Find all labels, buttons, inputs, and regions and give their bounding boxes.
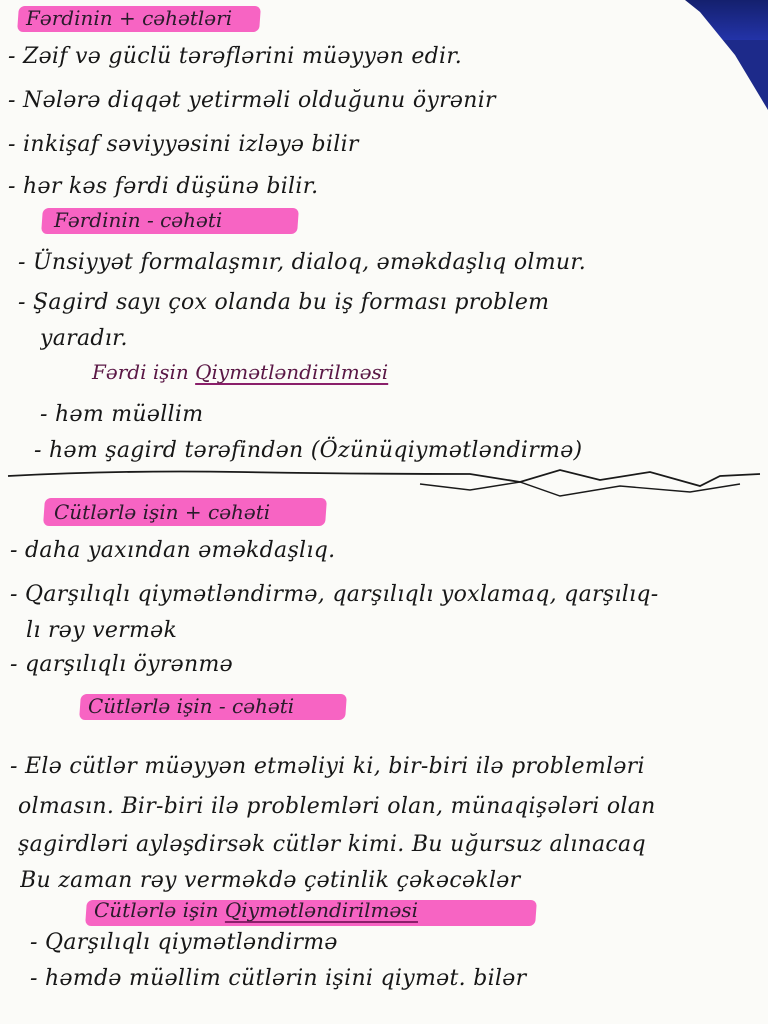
list-item: - həm şagird tərəfindən (Özünüqiymətləndirmə) xyxy=(34,438,583,463)
list-item: olmasın. Bir-biri ilə problemləri olan, münaqişələri olan xyxy=(18,794,656,819)
heading-prefix: Fərdi işin xyxy=(92,360,189,384)
heading-underlined: Qiymətləndirilməsi xyxy=(195,360,389,384)
section-heading-fardi-assessment xyxy=(92,358,388,386)
list-item: - Qarşılıqlı qiymətləndirmə, qarşılıqlı yoxlamaq, qarşılıq- xyxy=(10,582,659,607)
section-heading-cut-plus: Cütlərlə işin + cəhəti xyxy=(54,500,271,524)
section-heading-fardi-minus: Fərdinin - cəhəti xyxy=(54,208,223,232)
list-item: yaradır. xyxy=(40,326,128,351)
section-heading-fardi-plus: Fərdinin + cəhətləri xyxy=(26,6,233,30)
list-item: lı rəy vermək xyxy=(26,618,178,643)
section-divider xyxy=(0,462,768,502)
list-item: Bu zaman rəy verməkdə çətinlik çəkəcəklər xyxy=(20,868,521,893)
list-item: şagirdləri ayləşdirsək cütlər kimi. Bu uğursuz alınacaq xyxy=(18,832,646,857)
section-heading-cut-minus: Cütlərlə işin - cəhəti xyxy=(88,694,295,718)
section-heading-cut-assessment xyxy=(94,896,418,924)
list-item: - Nələrə diqqət yetirməli olduğunu öyrənir xyxy=(8,88,496,113)
list-item: - Zəif və güclü tərəflərini müəyyən edir. xyxy=(8,44,463,69)
list-item: - hər kəs fərdi düşünə bilir. xyxy=(8,174,319,199)
list-item: - qarşılıqlı öyrənmə xyxy=(10,652,233,677)
list-item: - Elə cütlər müəyyən etməliyi ki, bir-biri ilə problemləri xyxy=(10,754,645,779)
heading-underlined: Qiymətləndirilməsi xyxy=(224,898,418,922)
list-item: - inkişaf səviyyəsini izləyə bilir xyxy=(8,132,359,157)
list-item: - Qarşılıqlı qiymətləndirmə xyxy=(30,930,338,955)
list-item: - Şagird sayı çox olanda bu iş forması problem xyxy=(18,290,550,315)
list-item: - Ünsiyyət formalaşmır, dialoq, əməkdaşlıq olmur. xyxy=(18,250,587,275)
list-item: - həmdə müəllim cütlərin işini qiymət. bilər xyxy=(30,966,527,991)
list-item: - həm müəllim xyxy=(40,402,204,427)
list-item: - daha yaxından əməkdaşlıq. xyxy=(10,538,336,563)
heading-prefix: Cütlərlə işin xyxy=(94,898,219,922)
